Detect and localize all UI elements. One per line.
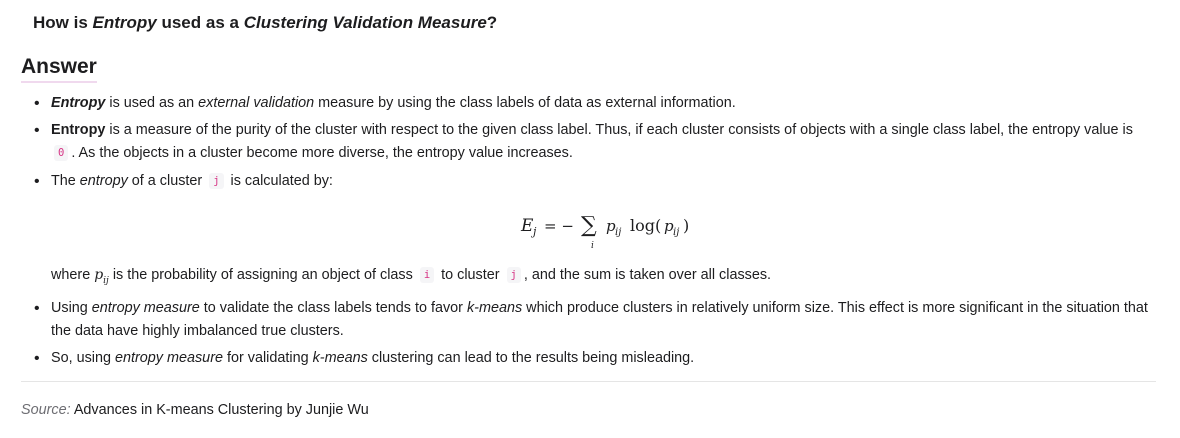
bullet-kmeans-favor: • Using entropy measure to validate the class labels tends to favor k-means which produce clusters in relatively uniform size. This effect is more significant in the situation that the data have highly imbalanced true clusters. (0, 297, 1180, 343)
formula-log-p-sub: ij (673, 227, 680, 238)
entropy-formula (0, 198, 1180, 258)
formula-lhs: E (521, 216, 534, 236)
divider (21, 381, 1156, 382)
formula-equals-minus: = − (544, 217, 574, 235)
question-heading: How is Entropy used as a Clustering Validation Measure? (33, 13, 498, 32)
formula-sum: ∑ (581, 213, 597, 238)
formula-svg (500, 198, 720, 258)
source-citation (21, 402, 369, 418)
bullet-entropy-formula: • The entropy of a cluster j is calculated by: (0, 170, 1180, 194)
inline-code-zero: 0 (54, 145, 68, 161)
source-text: Advances in K-means Clustering by Junjie Wu (70, 402, 369, 418)
formula-sum-index: i (591, 241, 594, 251)
inline-code-j: j (209, 173, 223, 189)
answer-bullet-list (0, 92, 1180, 370)
formula-explanation: where $p_{ij}$ is the probability of assigning an object of class i to cluster j , and the sum is taken over all classes. (51, 267, 772, 286)
formula-close-paren: ) (683, 216, 690, 235)
bullet-purity: • Entropy is a measure of the purity of the cluster with respect to the given class label. Thus, if each cluster consists of objects with a single class label, the entropy value is 0 . As the objects in a cluster become more diverse, the entropy value increases. (0, 119, 1180, 166)
inline-code-j-2: j (507, 267, 521, 283)
formula-log-p: p (664, 217, 674, 235)
bullet-external-validation: • Entropy is used as an external validation measure by using the class labels of data as external information. (0, 92, 1180, 115)
formula-lhs-sub: j (533, 225, 537, 238)
bullet-misleading: • So, using entropy measure for validating k-means clustering can lead to the results being misleading. (0, 347, 1180, 370)
formula-p-sub: ij (615, 227, 622, 238)
formula-log: log( (630, 216, 662, 235)
answer-heading: Answer (21, 55, 97, 83)
source-label: Source: (21, 402, 71, 418)
inline-code-i: i (420, 267, 434, 283)
formula-p: p (606, 217, 616, 235)
p-ij-variable: $p_{ij}$ (94, 267, 109, 286)
